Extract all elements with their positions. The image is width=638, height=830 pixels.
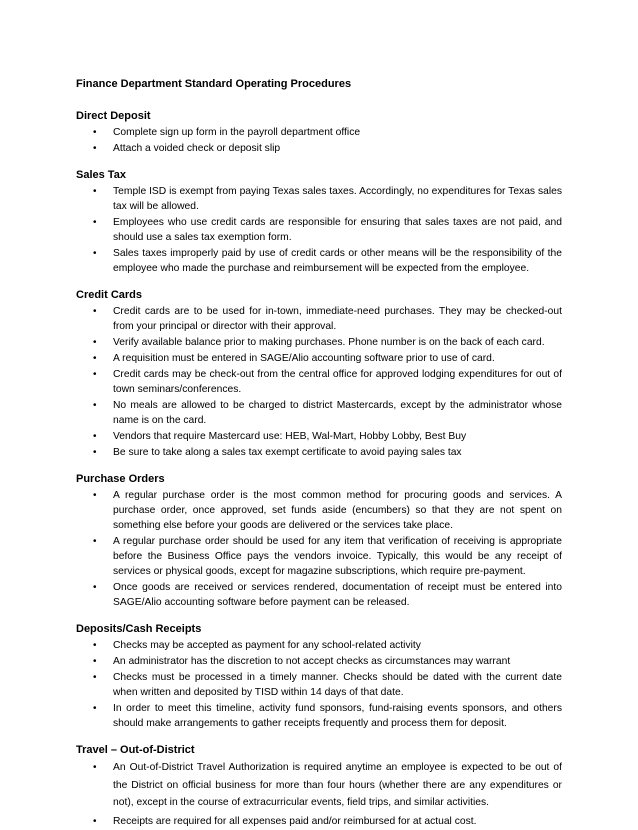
list-item bbox=[76, 246, 562, 276]
list-item-text: Receipts are required for all expenses paid and/or reimbursed for at actual cost. bbox=[113, 816, 476, 827]
bullet-icon: • bbox=[93, 638, 97, 653]
list-item bbox=[76, 429, 562, 444]
bullet-icon: • bbox=[93, 398, 97, 413]
document-title: Finance Department Standard Operating Procedures bbox=[76, 77, 562, 91]
list-item-text: Sales taxes improperly paid by use of credit cards or other means will be the responsibility of the employee who made the purchase and reimbursement will be expected from the employee. bbox=[113, 248, 562, 274]
list-item bbox=[76, 125, 562, 140]
section-direct-deposit bbox=[76, 109, 562, 156]
list-item-text: Verify available balance prior to making purchases. Phone number is on the back of each card. bbox=[113, 337, 545, 348]
section-heading: Credit Cards bbox=[76, 288, 562, 302]
list-item bbox=[76, 488, 562, 533]
list-item-text: Attach a voided check or deposit slip bbox=[113, 143, 280, 154]
list-item bbox=[76, 184, 562, 214]
list-item-text: Employees who use credit cards are responsible for ensuring that sales taxes are not paid, and should use a sales tax exemption form. bbox=[113, 217, 562, 243]
list-item bbox=[76, 335, 562, 350]
bullet-icon: • bbox=[93, 429, 97, 444]
bullet-icon: • bbox=[93, 335, 97, 350]
bullet-icon: • bbox=[93, 367, 97, 382]
section-purchase-orders bbox=[76, 472, 562, 610]
section-deposits-cash-receipts bbox=[76, 622, 562, 731]
section-credit-cards bbox=[76, 288, 562, 460]
bullet-list bbox=[76, 488, 562, 610]
bullet-icon: • bbox=[93, 141, 97, 156]
list-item-text: Credit cards may be check-out from the central office for approved lodging expenditures for out of town seminars/conferences. bbox=[113, 369, 562, 395]
list-item-text: A requisition must be entered in SAGE/Alio accounting software prior to use of card. bbox=[113, 353, 495, 364]
list-item bbox=[76, 654, 562, 669]
bullet-list bbox=[76, 125, 562, 156]
bullet-icon: • bbox=[93, 304, 97, 319]
list-item-text: An administrator has the discretion to not accept checks as circumstances may warrant bbox=[113, 656, 510, 667]
section-sales-tax bbox=[76, 168, 562, 276]
list-item-text: In order to meet this timeline, activity fund sponsors, fund-raising events sponsors, and others should make arrangements to gather receipts frequently and process them for deposit. bbox=[113, 703, 562, 729]
list-item bbox=[76, 759, 562, 812]
list-item-text: Be sure to take along a sales tax exempt certificate to avoid paying sales tax bbox=[113, 447, 462, 458]
bullet-icon: • bbox=[93, 654, 97, 669]
bullet-icon: • bbox=[93, 534, 97, 549]
bullet-icon: • bbox=[93, 488, 97, 503]
list-item-text: A regular purchase order is the most common method for procuring goods and services. A purchase order, once approved, set funds aside (encumbers) so that they are not spent on something else before your goods are delivered or the services take place. bbox=[113, 490, 562, 531]
list-item bbox=[76, 215, 562, 245]
bullet-list bbox=[76, 184, 562, 276]
list-item bbox=[76, 398, 562, 428]
list-item bbox=[76, 445, 562, 460]
list-item-text: Once goods are received or services rendered, documentation of receipt must be entered into SAGE/Alio accounting software before payment can be released. bbox=[113, 582, 562, 608]
bullet-icon: • bbox=[93, 670, 97, 685]
list-item-text: Credit cards are to be used for in-town, immediate-need purchases. They may be checked-out from your principal or director with their approval. bbox=[113, 306, 562, 332]
list-item-text: Checks may be accepted as payment for any school-related activity bbox=[113, 640, 421, 651]
section-heading: Purchase Orders bbox=[76, 472, 562, 486]
list-item-text: Checks must be processed in a timely manner. Checks should be dated with the current date when written and deposited by TISD within 14 days of that date. bbox=[113, 672, 562, 698]
list-item bbox=[76, 670, 562, 700]
list-item bbox=[76, 813, 562, 830]
bullet-icon: • bbox=[93, 759, 97, 777]
bullet-list bbox=[76, 304, 562, 460]
section-heading: Travel – Out-of-District bbox=[76, 743, 562, 757]
list-item bbox=[76, 141, 562, 156]
section-heading: Deposits/Cash Receipts bbox=[76, 622, 562, 636]
bullet-icon: • bbox=[93, 184, 97, 199]
list-item bbox=[76, 304, 562, 334]
list-item-text: A regular purchase order should be used for any item that verification of receiving is appropriate before the Business Office pays the vendors invoice. Typically, this would be any receipt of services or physical goods, except for magazine subscriptions, which require pre-payment. bbox=[113, 536, 562, 577]
list-item-text: Complete sign up form in the payroll department office bbox=[113, 127, 360, 138]
list-item bbox=[76, 534, 562, 579]
bullet-icon: • bbox=[93, 125, 97, 140]
bullet-icon: • bbox=[93, 813, 97, 830]
bullet-icon: • bbox=[93, 580, 97, 595]
list-item bbox=[76, 580, 562, 610]
list-item-text: An Out-of-District Travel Authorization is required anytime an employee is expected to be out of the District on official business for more than four hours (whether there are any expenditures or not), except in the course of extracurricular events, field trips, and similar activities. bbox=[113, 762, 562, 808]
bullet-list bbox=[76, 638, 562, 731]
bullet-icon: • bbox=[93, 351, 97, 366]
list-item bbox=[76, 701, 562, 731]
bullet-icon: • bbox=[93, 445, 97, 460]
list-item-text: No meals are allowed to be charged to district Mastercards, except by the administrator whose name is on the card. bbox=[113, 400, 562, 426]
bullet-list bbox=[76, 759, 562, 830]
section-heading: Direct Deposit bbox=[76, 109, 562, 123]
list-item bbox=[76, 351, 562, 366]
list-item-text: Temple ISD is exempt from paying Texas sales taxes. Accordingly, no expenditures for Texas sales tax will be allowed. bbox=[113, 186, 562, 212]
list-item bbox=[76, 367, 562, 397]
section-heading: Sales Tax bbox=[76, 168, 562, 182]
bullet-icon: • bbox=[93, 701, 97, 716]
bullet-icon: • bbox=[93, 215, 97, 230]
list-item bbox=[76, 638, 562, 653]
list-item-text: Vendors that require Mastercard use: HEB, Wal-Mart, Hobby Lobby, Best Buy bbox=[113, 431, 466, 442]
bullet-icon: • bbox=[93, 246, 97, 261]
section-travel-out-of-district bbox=[76, 743, 562, 830]
